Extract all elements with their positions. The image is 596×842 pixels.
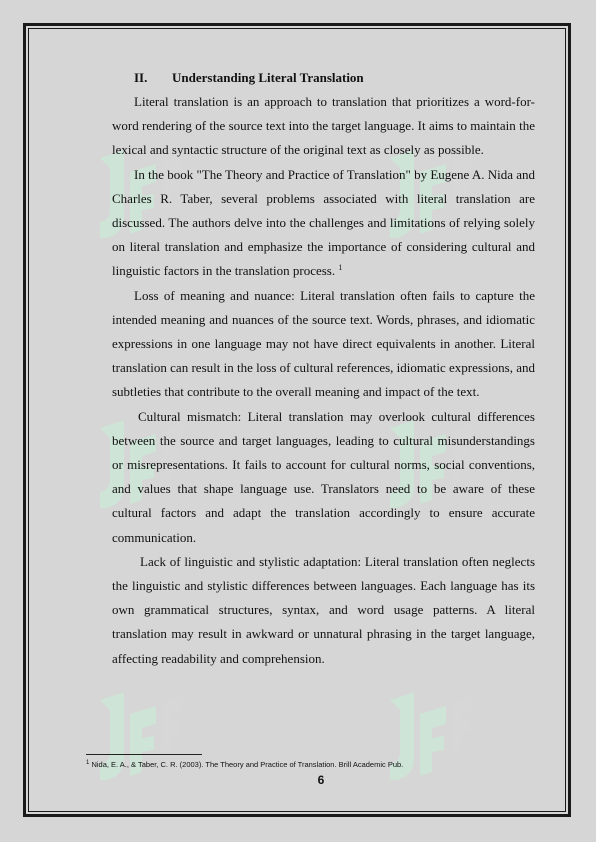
footnote: [86, 760, 546, 769]
section-title: Understanding Literal Translation: [172, 70, 364, 85]
section-heading: [134, 66, 535, 90]
section-number: II.: [134, 70, 148, 85]
paragraph-text: In the book "The Theory and Practice of Translation" by Eugene A. Nida and Charles R. Taber, several problems associated with literal translation are discussed. The authors delve into the challenges and limitations of relying solely on literal translation and emphasize the importance of considering cultural and linguistic factors in the translation process.: [112, 166, 536, 279]
footnote-separator: [86, 754, 202, 755]
paragraph-loss-of-meaning: Loss of meaning and nuance: Literal translation often fails to capture the intended meaning and nuances of the source text. Words, phrases, and idiomatic expressions in one language may not have direct equivalents in another. Literal translation can result in the loss of cultural references, idiomatic expressions, and subtleties that contribute to the overall meaning and impact of the text.: [112, 287, 535, 400]
paragraph-definition: Literal translation is an approach to translation that prioritizes a word-for-word rendering of the source text into the target language. It aims to maintain the lexical and syntactic structure of the original text as closely as possible.: [112, 94, 535, 158]
document-body: [112, 66, 535, 671]
footnote-text: Nida, E. A., & Taber, C. R. (2003). The Theory and Practice of Translation. Brill Academic Pub.: [91, 760, 404, 769]
paragraph-nida-taber: [112, 163, 535, 284]
footnote-reference[interactable]: 1: [338, 263, 343, 273]
page-number: 6: [317, 773, 325, 787]
footnote-marker: 1: [86, 760, 90, 766]
paragraph-cultural-mismatch: Cultural mismatch: Literal translation may overlook cultural differences between the source and target languages, leading to cultural misunderstandings or misrepresentations. It fails to account for cultural norms, social conventions, and values that shape language use. Translators need to be aware of these cultural factors and adapt the translation accordingly to ensure accurate communication.: [112, 408, 535, 545]
paragraph-linguistic-adaptation: Lack of linguistic and stylistic adaptation: Literal translation often neglects the linguistic and stylistic differences between languages. Each language has its own grammatical structures, syntax, and word usage patterns. A literal translation may result in awkward or unnatural phrasing in the target language, affecting readability and comprehension.: [112, 553, 535, 666]
